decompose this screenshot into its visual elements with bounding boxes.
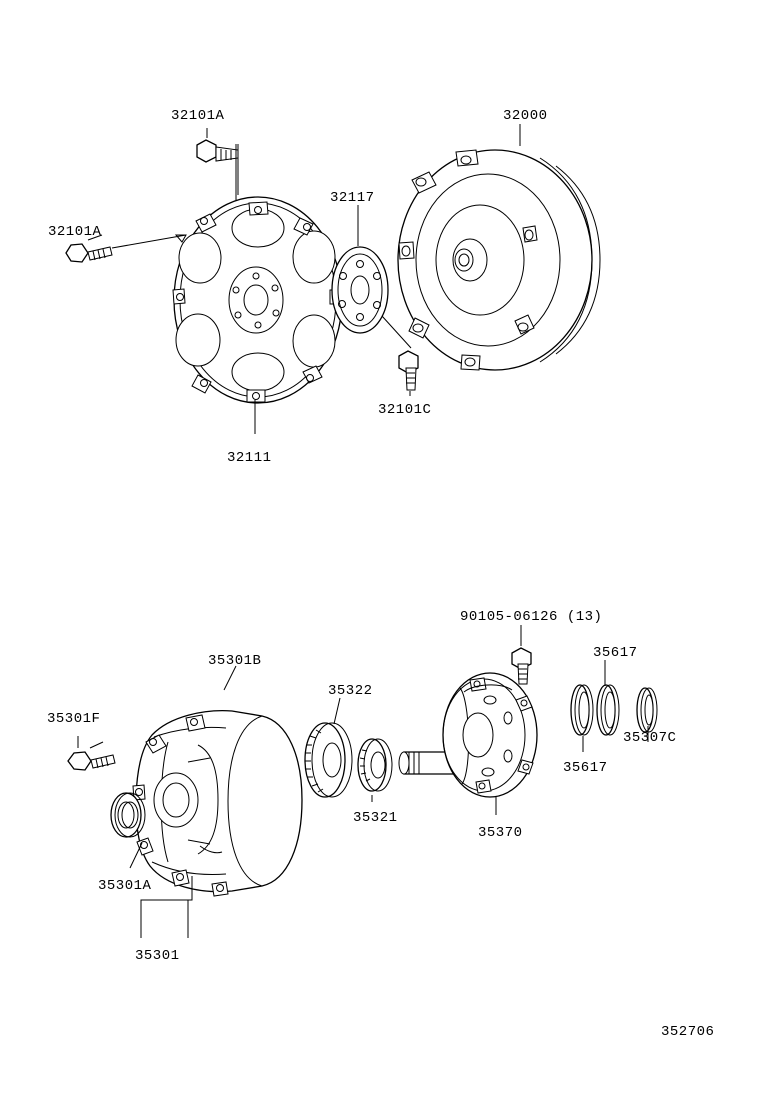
part-label-32117: 32117: [330, 190, 375, 206]
part-label-32000: 32000: [503, 108, 548, 124]
part-label-90105-06126: 90105-06126 (13): [460, 609, 603, 625]
part-snap-ring-35617-a: [571, 685, 593, 735]
part-snap-ring-35617-b: [597, 685, 619, 735]
part-bolt-90105-06126: [512, 648, 531, 684]
part-drive-plate-32111: [173, 197, 342, 403]
part-label-35617-upper: 35617: [593, 645, 638, 661]
part-label-35301b: 35301B: [208, 653, 262, 669]
figure-code: 352706: [661, 1024, 715, 1040]
part-label-32101c: 32101C: [378, 402, 432, 418]
part-label-35617-lower: 35617: [563, 760, 608, 776]
part-label-35370: 35370: [478, 825, 523, 841]
part-extension-housing-35301: [133, 711, 302, 896]
part-label-32111: 32111: [227, 450, 272, 466]
part-drive-gear-35322: [305, 723, 352, 797]
part-torque-converter-32000: [398, 150, 600, 370]
part-label-35307c: 35307C: [623, 730, 677, 746]
part-bolt-35301f: [68, 752, 115, 770]
part-bolt-32101a-left: [66, 244, 112, 262]
part-label-35321: 35321: [353, 810, 398, 826]
part-label-35301f: 35301F: [47, 711, 101, 727]
part-snap-ring-35307c: [637, 688, 657, 732]
part-label-35301a: 35301A: [98, 878, 152, 894]
part-thrust-washer-35321: [358, 739, 392, 791]
part-label-32101a-top: 32101A: [171, 108, 225, 124]
part-label-32101a-left: 32101A: [48, 224, 102, 240]
part-label-35322: 35322: [328, 683, 373, 699]
part-bolt-32101c: [399, 351, 418, 390]
part-spacer-plate-32117: [332, 247, 388, 333]
part-shaft-retainer-35370: [399, 673, 537, 797]
part-label-35301: 35301: [135, 948, 180, 964]
part-bolt-32101a-top: [197, 140, 238, 162]
